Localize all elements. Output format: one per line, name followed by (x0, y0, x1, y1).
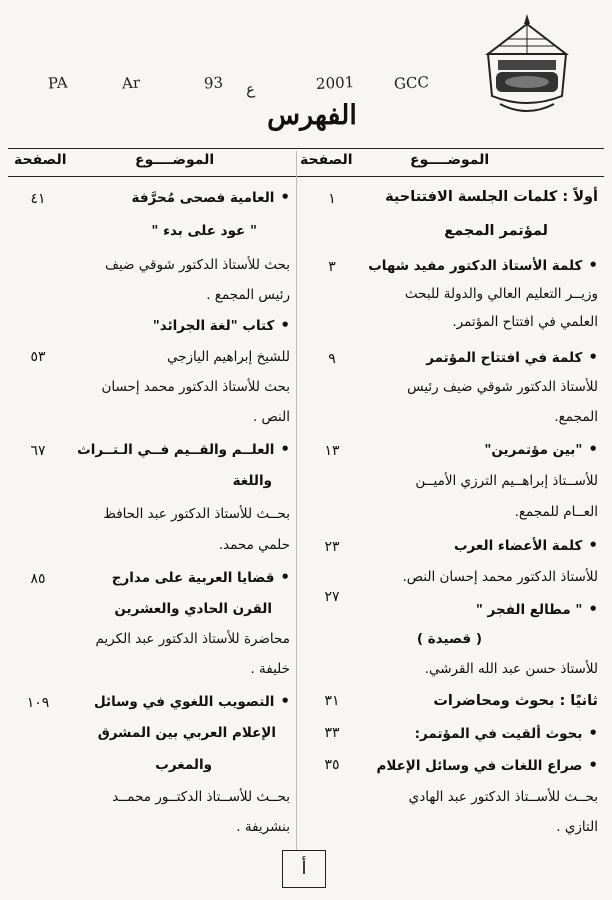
toc-entry-line: والمغرب (155, 757, 212, 773)
header-right-page: الصفحة (300, 152, 353, 168)
page-number-ref: ١ (328, 191, 336, 207)
toc-entry-title: • كتاب "لغة الجرائد" (153, 316, 290, 335)
page-number-ref: ٩ (328, 351, 336, 367)
header-right-topic: الموضــــوع (410, 152, 490, 168)
toc-entry-line: وزيــر التعليم العالي والدولة للبحث (404, 286, 598, 302)
toc-entry-line: محاضرة للأستاذ الدكتور عبد الكريم (95, 631, 290, 647)
toc-entry-line: " عود على بدء " (151, 223, 257, 239)
toc-entry-line: العلمي في افتتاح المؤتمر. (452, 314, 598, 330)
page-number-ref: ٤١ (30, 191, 46, 207)
toc-entry-title: • العامية فصحى مُحرَّفة (132, 188, 290, 207)
toc-entry-title: • " مطالع الفجر " (476, 600, 598, 619)
handwritten-note: Ar (121, 73, 141, 93)
toc-entry-line: الإعلام العربي بين المشرق (97, 725, 276, 741)
toc-entry-line: القرن الحادي والعشرين (114, 601, 272, 617)
page-number-ref: ٢٣ (324, 539, 340, 555)
toc-entry-title: • التصويب اللغوي في وسائل (94, 692, 290, 711)
header-left-topic: الموضــــوع (135, 152, 215, 168)
page-number-ref: ٣٣ (324, 725, 340, 741)
toc-entry-line: للأستاذ حسن عبد الله القرشي. (424, 661, 598, 677)
toc-entry-line: رئيس المجمع . (206, 287, 290, 303)
page-number-ref: ٦٧ (30, 443, 46, 459)
section-title: ثانيًا : بحوث ومحاضرات (433, 693, 598, 709)
column-divider (296, 151, 297, 851)
toc-entry-title: • "بين مؤتمرين" (484, 440, 598, 459)
handwritten-note: ع (245, 79, 256, 99)
page-number: أ (282, 850, 326, 888)
toc-entry-line: بحث للأستاذ الدكتور محمد إحسان (101, 379, 290, 395)
section-title: لمؤتمر المجمع (444, 223, 548, 239)
toc-entry-line: النص . (252, 409, 290, 425)
page-number-ref: ١٣ (324, 443, 340, 459)
toc-entry-title: • كلمة في افتتاح المؤتمر (426, 348, 598, 367)
toc-entry-line: بنشريفة . (236, 819, 290, 835)
header-left-page: الصفحة (14, 152, 67, 168)
toc-entry-title: • قضايا العربية على مدارج (112, 568, 290, 587)
toc-entry-line: بحث للأستاذ الدكتور شوقي ضيف (104, 257, 290, 273)
toc-entry-line: خليفة . (250, 661, 290, 677)
handwritten-note: 93 (203, 73, 224, 93)
toc-entry-line: حلمي محمد. (218, 537, 290, 553)
page-title: الفهرس (267, 100, 357, 131)
page-number-ref: ٨٥ (30, 571, 46, 587)
toc-entry-line: ( قصيدة ) (416, 631, 482, 647)
toc-entry-line: للأســتاذ إبراهــيم الترزي الأميــن (415, 473, 598, 489)
handwritten-note: GCC (393, 73, 430, 93)
toc-entry-line: بحــث للأســتاذ الدكتور عبد الهادي (408, 789, 598, 805)
section-title: أولاً : كلمات الجلسة الافتتاحية (385, 189, 598, 205)
toc-entry-line: المجمع. (554, 409, 598, 425)
toc-entry-title: • كلمة الأستاذ الدكتور مفيد شهاب (368, 256, 598, 275)
toc-entry-title: • بحوث ألقيت في المؤتمر: (415, 724, 598, 743)
page-number-ref: ١٠٩ (26, 695, 50, 711)
handwritten-note: PA (47, 73, 69, 93)
header-bottom-rule (8, 176, 604, 177)
page-number-ref: ٣ (328, 259, 336, 275)
toc-entry-line: التازي . (556, 819, 598, 835)
page-number-ref: ٣٥ (324, 757, 340, 773)
toc-entry-title: • كلمة الأعضاء العرب (454, 536, 598, 555)
toc-entry-line: للأستاذ الدكتور شوقي ضيف رئيس (407, 379, 598, 395)
toc-entry-line: للشيخ إبراهيم اليازجي (166, 349, 290, 365)
toc-entry-line: للأستاذ الدكتور محمد إحسان النص. (402, 569, 598, 585)
handwritten-note: 2001 (315, 73, 355, 93)
toc-entry-line: بحــث للأســتاذ الدكتــور محمــد (112, 789, 290, 805)
toc-entry-line: واللغة (232, 473, 272, 489)
toc-entry-title: • صراع اللغات في وسائل الإعلام (376, 756, 598, 775)
header-top-rule (8, 148, 604, 149)
toc-entry-title: • العلــم والقــيم فــي الـتــراث (77, 440, 290, 459)
academy-emblem-icon (478, 10, 576, 122)
page-number-ref: ٥٣ (30, 349, 46, 365)
page-number-ref: ٣١ (324, 693, 340, 709)
toc-entry-line: العــام للمجمع. (514, 504, 598, 520)
page-number-ref: ٢٧ (324, 589, 340, 605)
toc-entry-line: بحــث للأستاذ الدكتور عبد الحافظ (103, 506, 290, 522)
